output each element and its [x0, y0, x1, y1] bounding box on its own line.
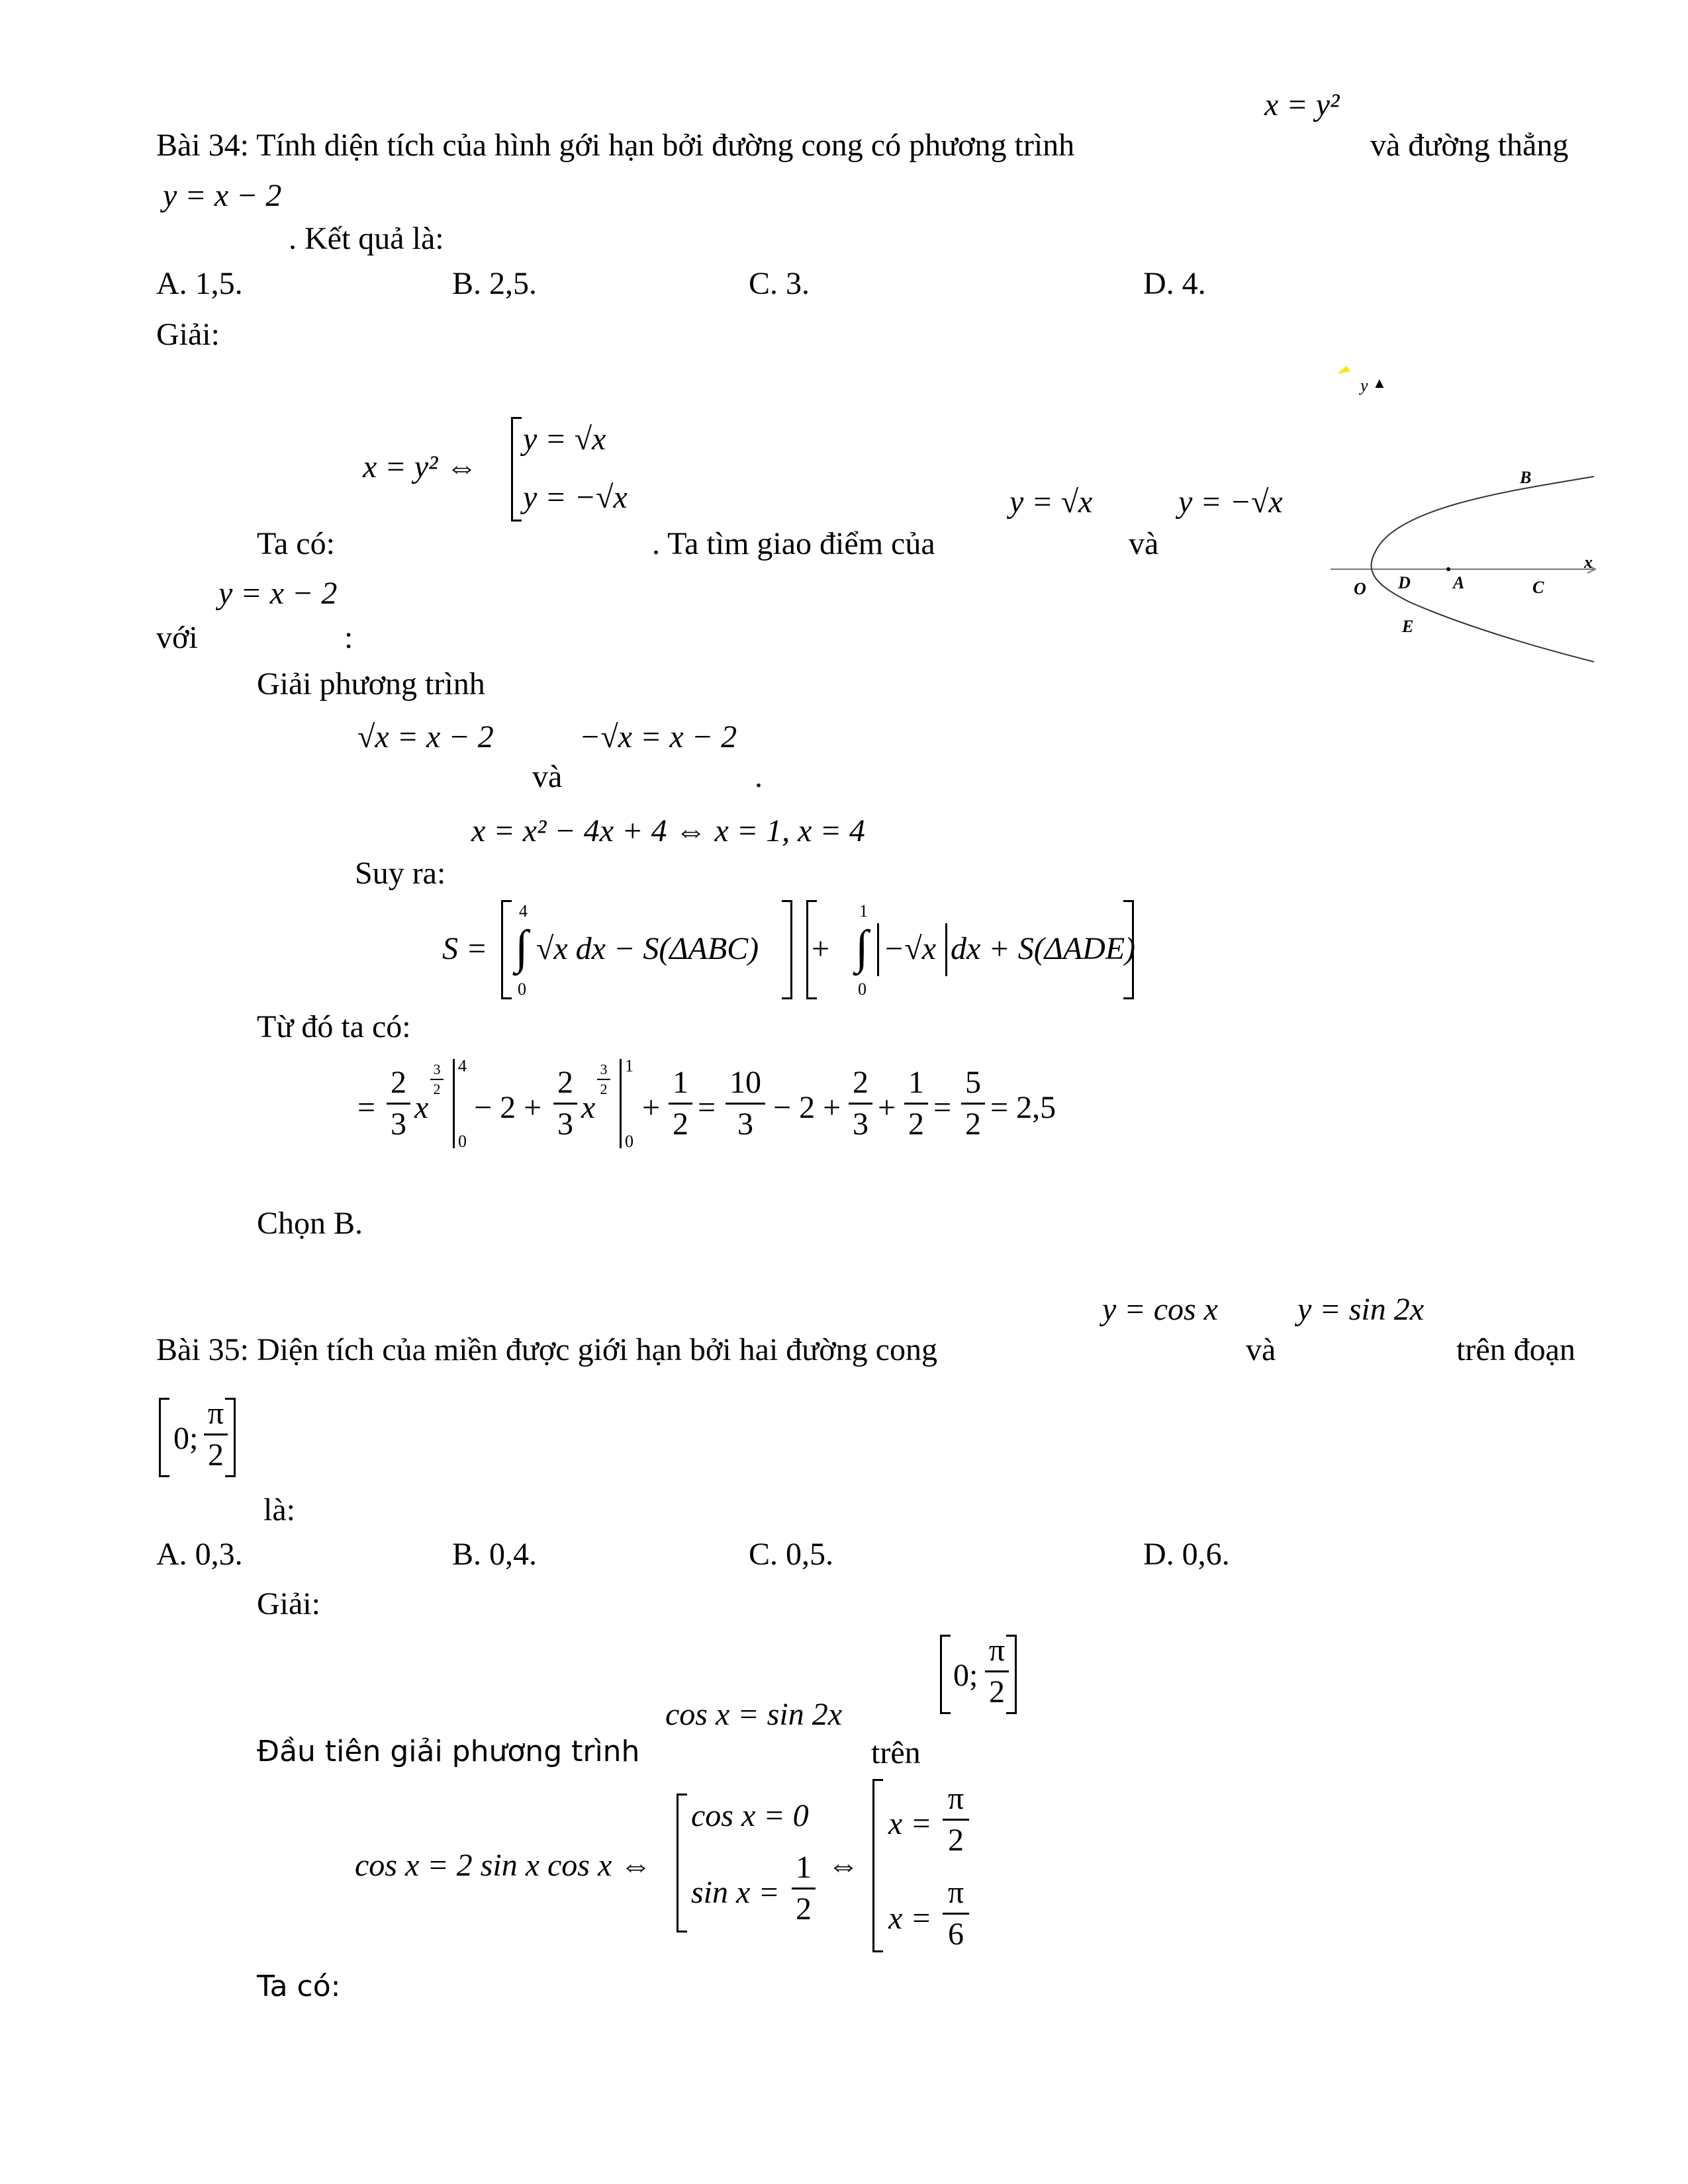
choice-35-b: B. 0,4. — [452, 1537, 538, 1572]
frac-10-3: 10 3 — [726, 1067, 765, 1140]
frac-2-3-a: 2 3 — [387, 1067, 410, 1140]
exp-3-2-a: 3 2 — [430, 1062, 444, 1097]
interval2-pi-over-2: π 2 — [985, 1635, 1009, 1708]
interval-pi-over-2: π 2 — [204, 1398, 228, 1471]
case-bracket-1 — [677, 1794, 687, 1933]
solve-label-35: Giải: — [257, 1586, 320, 1621]
int2-tail: dx + S(ΔADE) — [951, 931, 1136, 966]
eval-upper-1: 4 — [458, 1056, 467, 1075]
interval2-bracket-right — [1006, 1635, 1017, 1714]
calc-eq-3: = — [933, 1090, 952, 1125]
fig-label-y: y — [1360, 376, 1368, 395]
sol-row-2: x = — [888, 1901, 932, 1936]
from-label: Từ đó ta có: — [257, 1009, 411, 1044]
find-text: . Ta tìm giao điểm của — [652, 526, 935, 561]
int1-lower: 0 — [518, 979, 526, 999]
frac-1-2-a: 1 2 — [669, 1067, 692, 1140]
int2-lower: 0 — [858, 979, 867, 999]
eval-lower-2: 0 — [625, 1132, 633, 1151]
case-bracket-2 — [872, 1779, 883, 1952]
int1-upper: 4 — [519, 901, 528, 921]
eval-bar-2 — [620, 1059, 622, 1148]
and-text-2: và — [532, 759, 563, 794]
frac-1-2-c: 1 2 — [792, 1852, 816, 1925]
fig-label-e: E — [1402, 617, 1414, 636]
frac-5-2: 5 2 — [961, 1067, 985, 1140]
calc-plus-1: + — [642, 1090, 661, 1125]
choice-35-a: A. 0,3. — [156, 1537, 243, 1572]
choice-b: B. 2,5. — [452, 266, 538, 301]
plus-sign: + — [812, 931, 830, 966]
int2-body: −√x — [883, 931, 937, 966]
choice-35-c: C. 0,5. — [749, 1537, 834, 1572]
system-row-2: y = −√x — [523, 480, 628, 515]
fig-label-a: A — [1453, 573, 1465, 592]
solve-label: Giải: — [156, 317, 220, 352]
eq-cos: y = cos x — [1102, 1292, 1218, 1327]
quadratic-eq: x = x² − 4x + 4 ⇔ x = 1, x = 4 — [471, 813, 865, 848]
calc-eq-1: = — [357, 1090, 376, 1125]
eq-main: cos x = sin 2x — [665, 1697, 842, 1732]
int2-upper: 1 — [859, 901, 868, 921]
point-a — [1446, 567, 1450, 571]
eval-upper-2: 1 — [625, 1056, 633, 1075]
result-label: . Kết quả là: — [289, 221, 444, 256]
choice-c: C. 3. — [749, 266, 810, 301]
taco-35: Ta có: — [257, 1970, 341, 2003]
calc-x-2: x — [581, 1090, 596, 1125]
eq-neg: y = −√x — [1178, 484, 1283, 520]
iff-sign: ⇔ — [827, 1848, 859, 1883]
system-row-1: y = √x — [523, 422, 606, 457]
system-lhs: x = y² ⇔ — [363, 449, 478, 484]
interval-bracket-right — [225, 1398, 236, 1477]
interval2-bracket-left — [940, 1635, 951, 1714]
eval-bar-1 — [453, 1059, 455, 1148]
frac-2-3-b: 2 3 — [553, 1067, 577, 1140]
parabola-figure — [1317, 361, 1609, 672]
la-text: là: — [263, 1492, 295, 1527]
choose-label: Chọn B. — [257, 1206, 363, 1241]
calc-plus-2: + — [878, 1090, 896, 1125]
case-row-1: cos x = 0 — [691, 1798, 809, 1833]
eq-b: −√x = x − 2 — [579, 719, 737, 754]
frac-1-2-b: 1 2 — [904, 1067, 928, 1140]
colon-text: : — [344, 620, 353, 655]
interval-bracket-left — [159, 1398, 169, 1477]
choice-a: A. 1,5. — [156, 266, 243, 301]
calc-minus-2b: − 2 + — [773, 1090, 841, 1125]
on-text: trên — [871, 1735, 921, 1770]
eq-curve: x = y² — [1264, 87, 1340, 122]
deduce-label: Suy ra: — [355, 856, 446, 891]
and-text: và — [1129, 526, 1159, 561]
fig-label-c: C — [1532, 578, 1544, 597]
s-bracket-2-right — [1123, 900, 1134, 999]
int1-body: √x dx − S(ΔABC) — [536, 931, 759, 966]
exp-3-2-b: 3 2 — [597, 1062, 610, 1097]
fig-label-x: x — [1584, 553, 1593, 572]
calc-x-1: x — [414, 1090, 429, 1125]
fig-label-d: D — [1398, 573, 1411, 592]
frac-pi-2: π 2 — [943, 1783, 969, 1856]
problem-34-title: Bài 34: Tính diện tích của hình gới hạn bởi đường cong có phương trình — [156, 128, 1075, 163]
interval2-left: 0; — [953, 1658, 978, 1693]
frac-2-3-c: 2 3 — [849, 1067, 872, 1140]
expand-eq: cos x = 2 sin x cos x ⇔ — [355, 1848, 652, 1883]
eval-lower-1: 0 — [458, 1132, 467, 1151]
case-row-2: sin x = — [691, 1875, 780, 1910]
and-text-3: và — [1246, 1332, 1276, 1367]
calc-minus-2: − 2 + — [474, 1090, 542, 1125]
s-bracket-1-right — [782, 900, 792, 999]
with-text: với — [156, 620, 198, 655]
integral-sign-1: ∫ — [515, 921, 528, 974]
frac-pi-6: π 6 — [943, 1877, 969, 1950]
eq-a: √x = x − 2 — [357, 719, 494, 754]
fig-label-b: B — [1520, 468, 1532, 487]
problem-34-tail: và đường thẳng — [1370, 128, 1569, 163]
taco-label: Ta có: — [257, 526, 335, 561]
eq-pos: y = √x — [1009, 484, 1093, 520]
calc-result: = 2,5 — [990, 1090, 1056, 1125]
fig-label-o: O — [1354, 579, 1366, 598]
y-axis-arrow-icon: ▲ — [1372, 375, 1387, 391]
system-bracket — [511, 417, 522, 522]
s-bracket-1-left — [501, 900, 512, 999]
choice-35-d: D. 0,6. — [1143, 1537, 1230, 1572]
choice-d: D. 4. — [1143, 266, 1206, 301]
first-text: Đầu tiên giải phương trình — [257, 1735, 640, 1768]
dot-text: . — [755, 759, 763, 794]
s-lhs: S = — [442, 931, 488, 966]
highlight-mark — [1337, 366, 1350, 374]
sol-row-1: x = — [888, 1806, 932, 1841]
interval-left: 0; — [173, 1421, 199, 1456]
problem-35-tail: trên đoạn — [1456, 1332, 1575, 1367]
integral-sign-2: ∫ — [855, 921, 868, 974]
eq-sin2x: y = sin 2x — [1297, 1292, 1425, 1327]
abs-bar-left — [877, 923, 879, 976]
eq-line: y = x − 2 — [163, 178, 282, 213]
abs-bar-right — [945, 923, 947, 976]
problem-35-title: Bài 35: Diện tích của miền được giới hạn bởi hai đường cong — [156, 1332, 937, 1367]
calc-eq-2: = — [698, 1090, 716, 1125]
eq-line-2: y = x − 2 — [218, 576, 338, 611]
solve-eq-label: Giải phương trình — [257, 666, 485, 702]
